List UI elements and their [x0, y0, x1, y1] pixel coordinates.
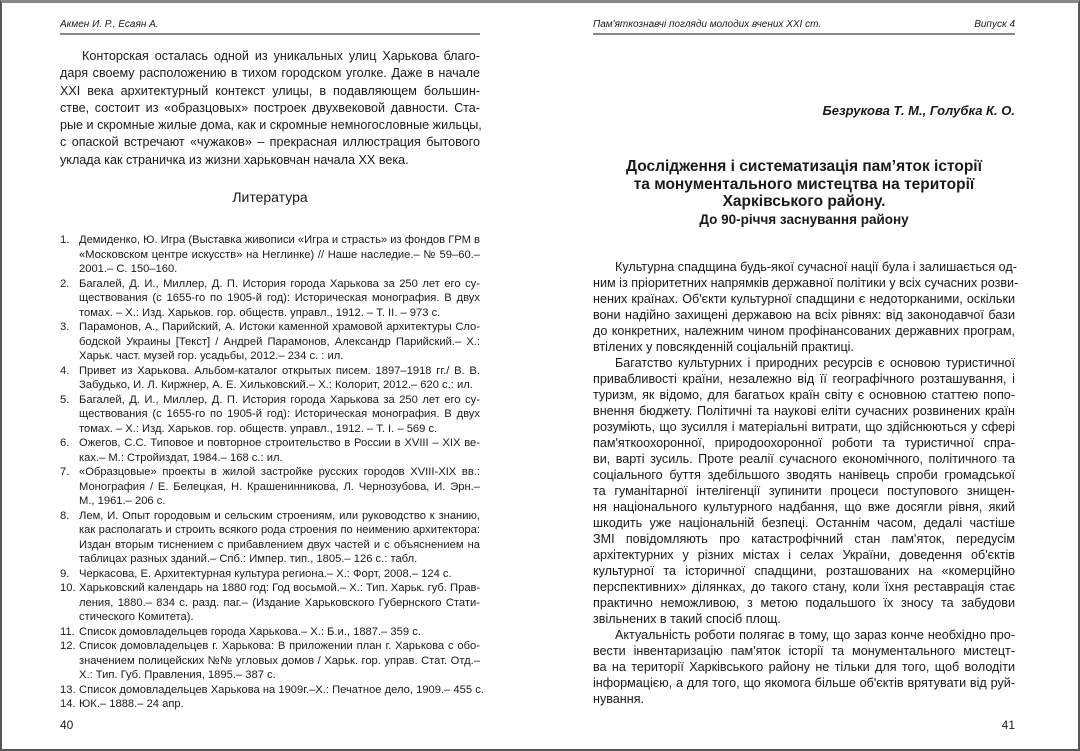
text-line: Харьк. част. музей гор. усадьбы, 2012.– 234 с. : ил. — [79, 350, 344, 362]
text-line: ним із пріоритетних напрямків державної політики у всіх сучасних розви- — [593, 276, 1019, 290]
text-line: Багатство культурних і природних ресурсів є основою туристичної — [615, 356, 1015, 370]
body-paragraph — [593, 259, 1019, 355]
reference-number: 1. — [60, 234, 70, 246]
text-line: таблицах разных зданий.– Спб.: Импер. тип., 1805.– 126 с.: табл. — [79, 553, 418, 565]
text-line: внення бюджету. Політичні та наукові еліти сучасних розвинених країн — [593, 404, 1015, 418]
text-line: ществования (с 1655-го по 1905-й год): Историческая монография. В двух — [79, 292, 480, 304]
issue-number: Випуск 4 — [974, 19, 1015, 30]
text-line: Демиденко, Ю. Игра (Выставка живописи «Игра и страсть» из фондов ГРМ в — [79, 234, 480, 246]
page-number: 41 — [1001, 718, 1015, 732]
text-line: привабливості країни, незалежно від її географічного розташування, і — [593, 372, 1015, 386]
text-line: с опаской встречают «чужаков» – прекрасная иллюстрация бытового — [60, 135, 480, 150]
references-heading: Литература — [232, 189, 308, 205]
text-line: стического Комитета). — [79, 611, 194, 623]
title-line: та монументального мистецтва на території — [633, 175, 975, 193]
reference-item — [60, 320, 480, 364]
page-number: 40 — [60, 718, 74, 732]
article-subtitle: До 90-річчя заснування району — [699, 211, 909, 227]
title-line: Харківського району. — [722, 193, 886, 210]
text-line: культурної та історичної спадщини, розташованих на «комерційно — [593, 564, 1015, 578]
text-line: даря своему расположению в тихом городском уголке. Даже в начале — [60, 66, 480, 81]
reference-number: 10. — [60, 582, 76, 594]
text-line: как располагать и строить всякого рода строения по неимению архитектора: — [79, 524, 480, 536]
reference-number: 7. — [60, 466, 70, 478]
text-line: інформацією, а для того, що якомога більше об'єктів врятувати від руй- — [593, 676, 1015, 690]
text-line: Издан вторым тиснением с прибавлением двух частей и с объяснением на — [79, 538, 480, 551]
text-line: «Московском центре искусств» на Неглинке) // Наше наследие.– № 59–60.– — [79, 248, 480, 261]
reference-item — [60, 364, 480, 393]
text-line: ня національного культурного надбання, що вже досягли рівня, який — [593, 500, 1015, 514]
reference-item — [60, 683, 484, 698]
reference-number: 13. — [60, 683, 76, 696]
text-line: ках.– М.: Стройиздат, 1984.– 168 с.: ил. — [79, 451, 283, 464]
text-line: рые и скромные жилые дома, как и скромные немногословные жильцы, — [60, 118, 482, 133]
reference-item — [60, 697, 480, 712]
body-paragraph — [593, 627, 1015, 707]
left-page — [60, 0, 484, 750]
text-line: Багалей, Д. И., Миллер, Д. П. История города Харькова за 250 лет его су- — [79, 277, 480, 290]
text-line: Привет из Харькова. Альбом-каталог открытых писем. 1897–1918 гг./ В. В. — [79, 364, 480, 377]
text-line: нування. — [593, 692, 645, 706]
reference-item — [60, 393, 480, 437]
reference-item — [60, 436, 480, 465]
reference-number: 5. — [60, 393, 70, 406]
text-line: ви, варті зусиль. Проте реалії сучасного економічного, політичного та — [593, 452, 1015, 466]
text-line: 2001.– С. 150–160. — [79, 263, 178, 275]
text-line: нених країнах. Об'єкти культурної спадщини є недоторканими, оскільки — [593, 292, 1015, 306]
text-line: Ожегов, С.С. Типовое и повторное строительство в России в XVIII – XIX ве- — [79, 437, 480, 449]
text-line: вони надійно захищені державою на всіх рівнях: від законодавчої бази — [593, 308, 1015, 322]
text-line: уклада как страничка из жизни харьковчан начала XX века. — [60, 152, 409, 167]
text-line: звільнених в такий спосіб площ. — [593, 612, 781, 626]
reference-item — [60, 509, 480, 567]
text-line: вести інвентаризацію пам'яток історії та монументального мистецт- — [593, 644, 1015, 658]
text-line: Список домовладельцев города Харькова.– Х.: Б.и., 1887.– 359 с. — [79, 625, 421, 638]
text-line: Актуальність роботи полягає в тому, що зараз конче необхідно про- — [615, 628, 1015, 642]
text-line: стве, состоит из «образцовых» построек двухвековой давности. Ста- — [60, 100, 480, 115]
reference-number: 9. — [60, 567, 70, 580]
text-line: Забудько, И. Л. Киржнер, А. Е. Хильковский.– Х.: Колорит, 2012.– 620 с.: ил. — [79, 379, 473, 391]
text-line: перспективних» ділянках, до такого стану, коли їхня реставрація стає — [593, 580, 1015, 594]
text-line: шкодить уже національній безпеці. Останнім часом, дедалі частіше — [593, 516, 1015, 530]
text-line: Лем, И. Опыт городовым и сельским строениям, или руководство к знанию, — [79, 509, 480, 522]
reference-item — [60, 277, 480, 321]
text-line: Список домовладельцев г. Харькова: В приложении план г. Харькова с обо- — [79, 640, 480, 652]
header-authors: Акмен И. Р., Есаян А. — [60, 19, 159, 30]
text-line: до конкретних, належним чином профінансованих державних програм, — [593, 324, 1015, 338]
reference-number: 4. — [60, 364, 70, 377]
text-line: Парамонов, А., Парийский, А. Истоки каменной храмовой архитектуры Сло- — [79, 321, 480, 333]
text-line: пам'яткоохоронної, природоохоронної роботи та туристичної спра- — [593, 436, 1015, 450]
text-line: Культурна спадщина будь-якої сучасної нації була і залишається од- — [615, 260, 1017, 274]
references-list — [60, 233, 484, 712]
text-line: томах. – Х.: Изд. Харьков. гор. обществ. управл., 1912. – Т. I. – 569 с. — [79, 422, 438, 435]
reference-item — [60, 581, 480, 625]
reference-number: 11. — [60, 625, 75, 638]
text-line: Харьковский календарь на 1880 год: Год восьмой.– Х.: Тип. Харьк. губ. Прав- — [79, 582, 481, 594]
reference-number: 8. — [60, 509, 70, 522]
text-line: Черкасова, Е. Архитектурная культура региона.– Х.: Форт, 2008.– 124 с. — [79, 567, 452, 580]
text-line: томах. – Х.: Изд. Харьков. гор. обществ. управл., 1912. – Т. II. – 973 с. — [79, 306, 441, 319]
reference-number: 3. — [60, 321, 70, 333]
text-line: розуміють, що зусилля і матеріальні витрати, що здійснюються у сфері — [593, 420, 1015, 434]
text-line: соціального буття здебільшого зводять нанівець спроби громадської — [593, 468, 1015, 482]
text-line: та гуманітарної інтелігенції зупинити процеси поступового знищен- — [593, 484, 1015, 498]
reference-number: 14. — [60, 698, 76, 710]
running-header — [60, 18, 480, 35]
body-paragraph — [60, 48, 480, 169]
text-line: ва на території Харківського району не тільки для того, щоб володіти — [593, 660, 1015, 674]
article-authors: Безрукова Т. М., Голубка К. О. — [822, 103, 1015, 118]
title-line: Дослідження і систематизація пам’яток історії — [626, 158, 982, 175]
text-line: Монография / Е. Белецкая, Н. Крашенинникова, Л. Чернозубова, И. Эрн.– — [79, 480, 480, 493]
right-page — [593, 0, 1019, 750]
text-line: ществования (с 1655-го по 1905-й год): Историческая монография. В двух — [79, 408, 480, 420]
text-line: «Образцовые» проекты в жилой застройке русских городов XVIII-XIX вв.: — [79, 466, 480, 478]
text-line: практично неможливою, з метою подальшого їх зносу та забудови — [593, 596, 1015, 610]
reference-item — [60, 233, 480, 277]
reference-number: 12. — [60, 640, 76, 652]
text-line: Список домовладельцев Харькова на 1909г.–Х.: Печатное дело, 1909.– 455 с. — [79, 683, 484, 696]
text-line: втілених у повсякденній соціальній практиці. — [593, 340, 854, 354]
reference-item — [60, 625, 480, 640]
text-line: Х.: Тип. Губ. Правления, 1895.– 387 с. — [79, 669, 276, 681]
text-line: М., 1961.– 206 с. — [79, 495, 166, 507]
text-line: ЗМІ повідомляють про катастрофічний стан пам'яток, передусім — [593, 532, 1015, 546]
reference-item — [60, 639, 480, 683]
text-line: архітектурних у різних містах і селах України, доведення об'єктів — [593, 548, 1015, 562]
body-paragraph — [593, 355, 1015, 627]
reference-item — [60, 465, 480, 509]
text-line: Багалей, Д. И., Миллер, Д. П. История города Харькова за 250 лет его су- — [79, 393, 480, 406]
text-line: XXI века архитектурный контекст улицы, в подавляющем большин- — [60, 83, 480, 98]
reference-number: 2. — [60, 277, 70, 290]
reference-item — [60, 567, 480, 582]
article-body — [593, 259, 1019, 707]
running-header — [593, 18, 1015, 35]
text-line: бодской Украины [Текст] / Андрей Парамонов, Александр Парийский.– Х.: — [79, 335, 480, 348]
article-title — [593, 158, 1015, 228]
text-line: ления, 1880.– 834 с. разд. паг.– (Издание Харьковского Губернского Стати- — [79, 596, 480, 609]
text-line: ЮК.– 1888.– 24 апр. — [79, 698, 184, 710]
journal-title: Пам'яткознавчі погляди молодих вчених XXI ст. — [593, 19, 822, 30]
reference-number: 6. — [60, 437, 70, 449]
text-line: туризм, як відомо, для багатьох країн світу є основною статтею попо- — [593, 388, 1015, 402]
text-line: Конторская осталась одной из уникальных улиц Харькова благо- — [82, 49, 480, 63]
text-line: значением полицейских №№ угловых домов / Харьк. гор. управ. Стат. Отд.– — [79, 654, 480, 667]
